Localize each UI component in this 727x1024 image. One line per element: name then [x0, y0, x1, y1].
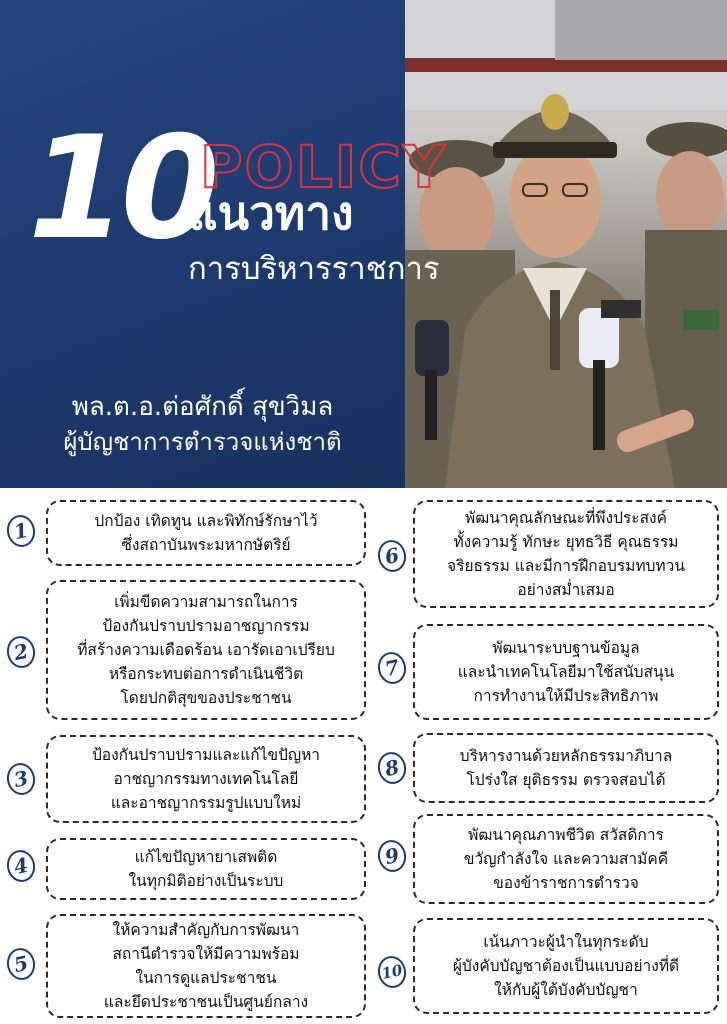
policy-item-3	[46, 735, 366, 823]
policy-text-6: พัฒนาคุณลักษณะที่พึงประสงค์ ทั้งความรู้ ทักษะ ยุทธวิธี คุณธรรม จริยธรรม และมีการฝึกอบรมทบทวน อย่างสม่ำเสมอ	[447, 508, 685, 600]
title-main: แนวทาง	[188, 186, 354, 240]
title-sub: การบริหารราชการ	[188, 251, 440, 287]
policy-number-6: 6	[377, 540, 407, 572]
header-banner	[0, 0, 727, 488]
policy-text-2: เพิ่มขีดความสามารถในการ ป้องกันปราบปรามอาชญากรรม ที่สร้างความเดือดร้อน เอารัดเอาเปรียบ หรือกระทบต่อการดำเนินชีวิต โดยปกติสุขของประชาชน	[77, 592, 335, 708]
police-commissioner-photo	[405, 0, 727, 488]
policy-item-6	[413, 500, 719, 608]
policy-number-2: 2	[6, 636, 36, 668]
person-role: ผู้บัญชาการตำรวจแห่งชาติ	[63, 428, 342, 456]
policy-item-4	[46, 838, 366, 900]
policy-text-4: แก้ไขปัญหายาเสพติด ในทุกมิติอย่างเป็นระบบ	[128, 847, 284, 890]
policy-number-3: 3	[6, 763, 36, 795]
policy-number-5: 5	[6, 948, 36, 980]
number-ten-heading: 10	[28, 106, 214, 271]
policy-text-8: บริหารงานด้วยหลักธรรมาภิบาล โปร่งใส ยุติธรรม ตรวจสอบได้	[459, 746, 673, 789]
policy-item-9	[413, 814, 719, 904]
policy-text-9: พัฒนาคุณภาพชีวิต สวัสดิการ ขวัญกำลังใจ และความสามัคคี ของข้าราชการตำรวจ	[463, 825, 669, 892]
policy-item-2	[46, 580, 366, 720]
policy-item-7	[413, 624, 719, 720]
policy-text-7: พัฒนาระบบฐานข้อมูล และนำเทคโนโลยีมาใช้สนับสนุน การทำงานให้มีประสิทธิภาพ	[457, 638, 675, 705]
policy-number-1: 1	[6, 515, 36, 547]
photo-illustration	[405, 0, 727, 488]
policy-item-8	[413, 733, 719, 803]
policy-number-9: 9	[377, 840, 407, 872]
person-name: พล.ต.อ.ต่อศักดิ์ สุขวิมล	[71, 392, 334, 422]
policy-text-1: ปกป้อง เทิดทูน และพิทักษ์รักษาไว้ ซึ่งสถาบันพระมหากษัตริย์	[94, 511, 318, 554]
policy-number-8: 8	[377, 752, 407, 784]
policy-item-1	[46, 500, 366, 566]
policy-overlay-word: POLICY	[200, 133, 447, 201]
policy-number-7: 7	[377, 652, 407, 684]
policy-text-10: เน้นภาวะผู้นำในทุกระดับ ผู้บังคับบัญชาต้องเป็นแบบอย่างที่ดี ให้กับผู้ใต้บังคับบัญชา	[452, 932, 680, 999]
policy-text-5: ให้ความสำคัญกับการพัฒนา สถานีตำรวจให้มีความพร้อม ในการดูแลประชาชน และยึดประชาชนเป็นศูนย์กลาง	[103, 920, 309, 1012]
policy-number-4: 4	[6, 850, 36, 882]
policy-item-5	[46, 914, 366, 1018]
policy-number-10: 10	[377, 954, 407, 986]
policy-text-3: ป้องกันปราบปรามและแก้ไขปัญหา อาชญากรรมทางเทคโนโลยี และอาชญากรรมรูปแบบใหม่	[91, 745, 321, 812]
policy-item-10	[413, 918, 719, 1014]
